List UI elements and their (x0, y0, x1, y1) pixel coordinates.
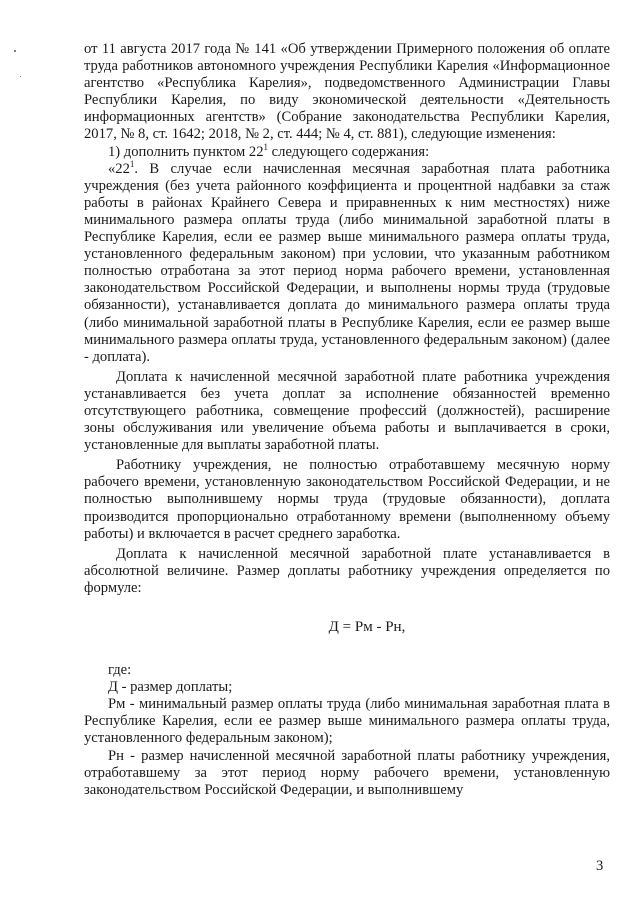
clause-22-1-prefix: «22 (108, 160, 130, 177)
definition-rm: Рм - минимальный размер оплаты труда (либо минимальная заработная плата в Республике Карелия, если ее размер выше минимального размера оплаты труда, установленного федеральным законом); (84, 696, 610, 747)
surcharge-paragraph: Доплата к начисленной месячной заработной плате работника учреждения устанавливается без учета доплат за исполнение обязанностей временно отсутствующего работника, совмещение профессий (должностей), расширение зоны обслуживания или увеличение объема работы и выплачивается в сроки, установленные для выплаты заработной платы. (84, 368, 610, 454)
definition-d: Д - размер доплаты; (108, 679, 233, 696)
definition-rn: Рн - размер начисленной месячной заработной платы работнику учреждения, отработавшему за этот период норму рабочего времени, установленную законодательством Российской Федерации, и выполнившему (84, 747, 610, 798)
clause-22-1-text: . В случае если начисленная месячная заработная плата работника учреждения (без учета районного коэффициента и процентной надбавки за стаж работы в районах Крайнего Севера и приравненных к ним местностях) ниже минимального размера оплаты труда (либо минимальной заработной платы в Республике Карелия, если ее размер выше минимального размера оплаты труда, установленного федеральным законом) при условии, что указанным работником полностью отработана за этот период норма рабочего времени, установленная законодательством Российской Федерации, и выполнены нормы труда (трудовые обязанности), устанавливается доплата до минимального размера оплаты труда (либо минимальной заработной платы в Республике Карелия, если ее размер выше минимального размера оплаты труда, установленного федеральным законом) (далее - доплата). (84, 160, 610, 365)
surcharge-formula: Д = Рм - Рн, (328, 619, 406, 635)
clause-22-1-paragraph (84, 158, 610, 366)
scan-artifact (14, 50, 16, 52)
scan-artifact (20, 76, 21, 77)
absolute-value-paragraph: Доплата к начисленной месячной заработной плате устанавливается в абсолютной величине. Размер доплаты работнику учреждения определяется по формуле: (84, 545, 610, 596)
item-1-superscript: 1 (263, 141, 269, 152)
document-body (84, 41, 610, 799)
where-label: где: (108, 662, 132, 679)
intro-paragraph: от 11 августа 2017 года № 141 «Об утверждении Примерного положения об оплате труда работников автономного учреждения Республики Карелия «Информационное агентство «Республика Карелия», подведомственного Администрации Главы Республики Карелия, по виду экономической деятельности «Деятельность информационных агентств» (Собрание законодательства Республики Карелия, 2017, № 8, ст. 1642; 2018, № 2, ст. 444; № 4, ст. 881), следующие изменения: (84, 41, 610, 143)
partial-month-paragraph: Работнику учреждения, не полностью отработавшему месячную норму рабочего времени, установленную законодательством Российской Федерации, и не полностью выполнившему нормы труда (трудовые обязанности), доплата производится пропорционально отработанному времени (выполненному объему работы) и включается в расчет среднего заработка. (84, 457, 610, 542)
page-number: 3 (596, 858, 604, 874)
item-1-paragraph (84, 141, 610, 161)
item-1-suffix: следующего содержания: (268, 143, 430, 160)
item-1-prefix: 1) дополнить пунктом 22 (108, 143, 264, 160)
clause-22-1-superscript: 1 (129, 158, 135, 169)
